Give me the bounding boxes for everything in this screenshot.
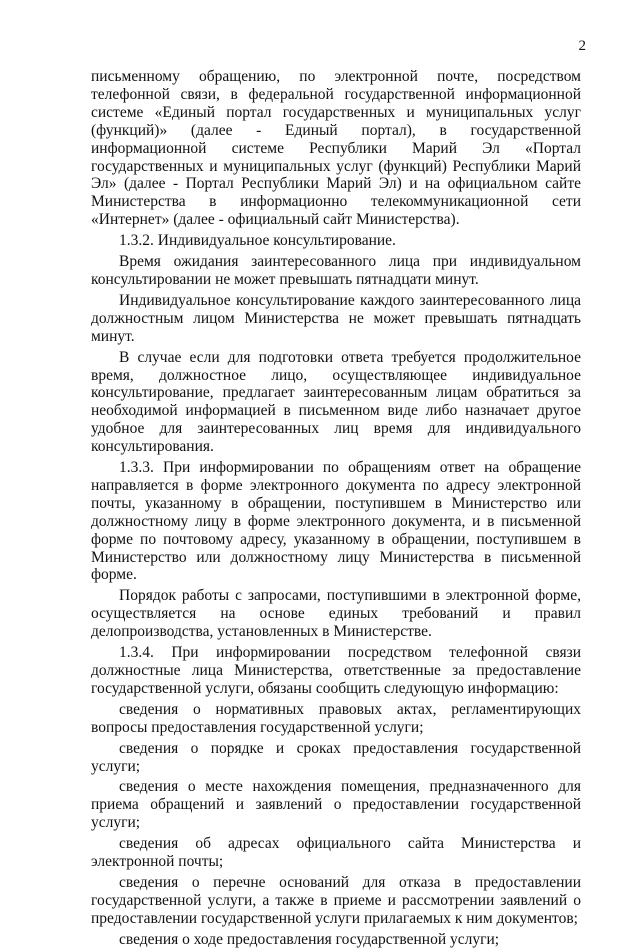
- list-item-legal-acts: сведения о нормативных правовых актах, регламентирующих вопросы предоставления государственной услуги;: [91, 700, 581, 736]
- section-heading-1-3-2: 1.3.2. Индивидуальное консультирование.: [119, 232, 396, 250]
- paragraph-waiting-time: Время ожидания заинтересованного лица при индивидуальном консультировании не может превышать пятнадцати минут.: [91, 253, 581, 288]
- paragraph-long-answer: В случае если для подготовки ответа требуется продолжительное время, должностное лицо, осуществляющее индивидуальное консультирование, предлагает заинтересованным лицам обратиться за необходимой информацией в письменном виде либо назначает другое удобное для заинтересованных лиц время для индивидуального консультирования.: [91, 348, 581, 456]
- paragraph-1-3-4: 1.3.4. При информировании посредством телефонной связи должностные лица Министерства, ответственные за предоставление государственной услуги, обязаны сообщить следующую информацию:: [91, 644, 581, 697]
- document-body: [91, 68, 581, 952]
- paragraph-contact-channels: письменному обращению, по электронной почте, посредством телефонной связи, в федеральной государственной информационной системе «Единый портал государственных и муниципальных услуг (функций)» (далее - Единый портал), в государственной информационной системе Республики Марий Эл «Портал государственных и муниципальных услуг (функций) Республики Марий Эл» (далее - Портал Республики Марий Эл) и на официальном сайте Министерства в информационно телекоммуникационной сети «Интернет» (далее - официальный сайт Министерства).: [91, 68, 581, 229]
- list-item-website-email: сведения об адресах официального сайта Министерства и электронной почты;: [91, 835, 581, 871]
- paragraph-consultation-duration: Индивидуальное консультирование каждого заинтересованного лица должностным лицом Министерства не может превышать пятнадцать минут.: [91, 291, 581, 345]
- paragraph-electronic-requests: Порядок работы с запросами, поступившими в электронной форме, осуществляется на основе единых требований и правил делопроизводства, установленных в Министерстве.: [91, 587, 581, 641]
- list-item-procedure-terms: сведения о порядке и сроках предоставления государственной услуги;: [91, 739, 581, 775]
- page-number: 2: [578, 38, 586, 54]
- list-item-location: сведения о месте нахождения помещения, предназначенного для приема обращений и заявлений о предоставлении государственной услуги;: [91, 778, 581, 832]
- paragraph-1-3-3: 1.3.3. При информировании по обращениям ответ на обращение направляется в форме электронного документа по адресу электронной почты, указанному в обращении, поступившем в Министерство или должностному лицу в форме электронного документа, и в письменной форме по почтовому адресу, указанному в обращении, поступившем в Министерство или должностному лицу Министерства в письменной форме.: [91, 459, 581, 584]
- list-item-service-progress: сведения о ходе предоставления государственной услуги;: [119, 930, 500, 948]
- list-item-refusal-grounds: сведения о перечне оснований для отказа в предоставлении государственной услуги, а также в приеме и рассмотрении заявлений о предоставлении государственной услуги прилагаемых к ним документов;: [91, 873, 581, 927]
